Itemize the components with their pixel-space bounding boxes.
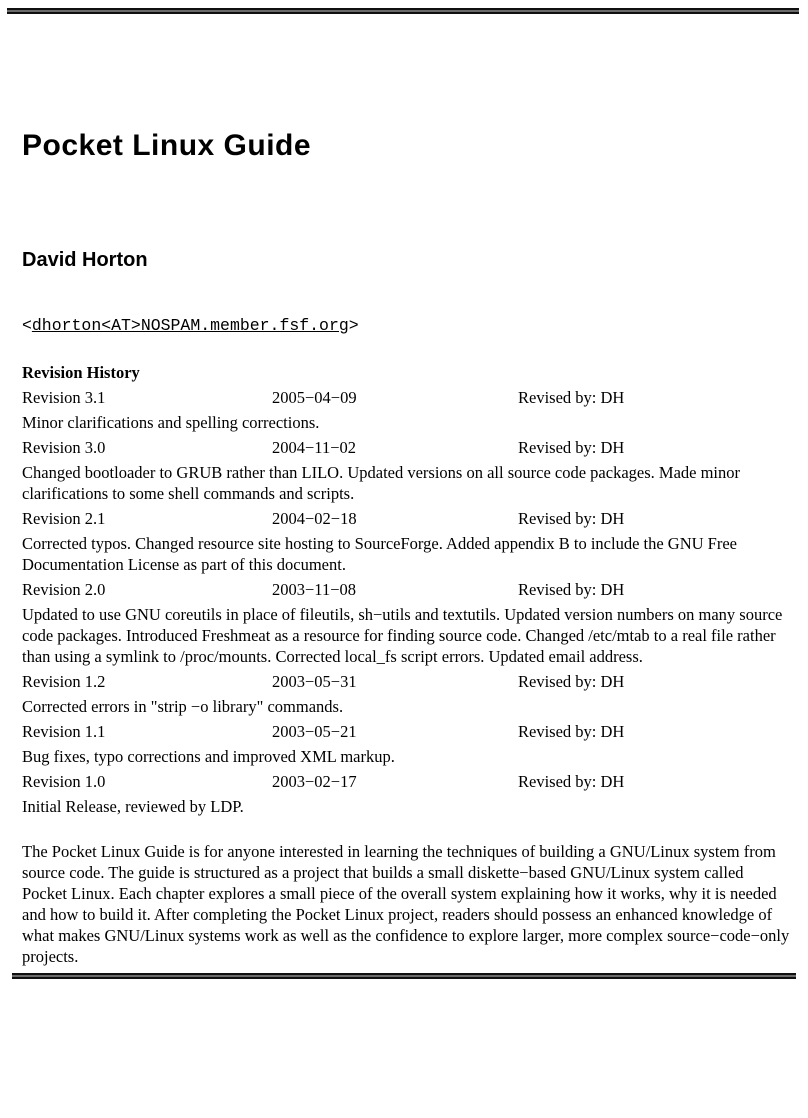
revision-description: Corrected typos. Changed resource site hosting to SourceForge. Added appendix B to include the GNU Free Documentation License as part of this document.: [22, 534, 738, 574]
revision-label: Revision 3.0: [22, 438, 106, 457]
abstract-paragraph: The Pocket Linux Guide is for anyone interested in learning the techniques of building a GNU/Linux system from source code. The guide is structured as a project that builds a small diskette−based GNU/Linux system called Pocket Linux. Each chapter explores a small piece of the overall system explaining how it works, why it is needed and how to build it. After completing the Pocket Linux project, readers should possess an enhanced knowledge of what makes GNU/Linux systems work as well as the confidence to explore larger, more complex source−code−only projects.: [22, 842, 790, 966]
revision-label: Revision 3.1: [22, 388, 106, 407]
revision-revised-by: Revised by: DH: [518, 580, 625, 599]
revision-label: Revision 2.1: [22, 509, 106, 528]
revision-row: [22, 579, 790, 600]
revision-row: [22, 721, 790, 742]
author-email-line: [22, 316, 790, 336]
revision-revised-by: Revised by: DH: [518, 672, 625, 691]
revision-date: 2003−11−08: [272, 580, 356, 599]
revision-date: 2003−05−21: [272, 722, 357, 741]
revision-row: [22, 508, 790, 529]
revision-description: Changed bootloader to GRUB rather than LILO. Updated versions on all source code packages. Made minor clarifications to some shell commands and scripts.: [22, 463, 740, 503]
bottom-horizontal-rule: [12, 973, 796, 979]
author-name: David Horton: [22, 249, 148, 271]
revision-description: Initial Release, reviewed by LDP.: [22, 797, 244, 816]
revision-revised-by: Revised by: DH: [518, 722, 625, 741]
revision-row: [22, 671, 790, 692]
revision-description: Corrected errors in "strip −o library" commands.: [22, 697, 344, 716]
revision-date: 2005−04−09: [272, 388, 357, 407]
revision-date: 2003−02−17: [272, 772, 357, 791]
revision-date: 2004−02−18: [272, 509, 357, 528]
revision-label: Revision 1.2: [22, 672, 106, 691]
page-title: Pocket Linux Guide: [22, 129, 312, 162]
revision-label: Revision 1.0: [22, 772, 106, 791]
revision-row: [22, 437, 790, 458]
email-bracket-close: >: [348, 316, 359, 335]
revision-label: Revision 1.1: [22, 722, 106, 741]
revision-description: Updated to use GNU coreutils in place of fileutils, sh−utils and textutils. Updated version numbers on many source code packages. Introduced Freshmeat as a resource for finding source code. Changed /etc/mtab to a real file rather than using a symlink to /proc/mounts. Corrected local_fs script errors. Updated email address.: [22, 605, 783, 666]
email-bracket-open: <: [22, 316, 32, 335]
revision-date: 2004−11−02: [272, 438, 356, 457]
revision-history-heading: Revision History: [22, 363, 140, 382]
revision-revised-by: Revised by: DH: [518, 438, 625, 457]
revision-date: 2003−05−31: [272, 672, 357, 691]
revision-description: Minor clarifications and spelling corrections.: [22, 413, 320, 432]
top-horizontal-rule: [7, 8, 799, 14]
email-link[interactable]: dhorton<AT>NOSPAM.member.fsf.org: [31, 316, 349, 335]
document-body: [0, 128, 808, 967]
revision-row: [22, 771, 790, 792]
revision-description: Bug fixes, typo corrections and improved XML markup.: [22, 747, 395, 766]
revision-label: Revision 2.0: [22, 580, 106, 599]
revision-row: [22, 387, 790, 408]
revision-revised-by: Revised by: DH: [518, 388, 625, 407]
revision-revised-by: Revised by: DH: [518, 509, 625, 528]
revision-revised-by: Revised by: DH: [518, 772, 625, 791]
